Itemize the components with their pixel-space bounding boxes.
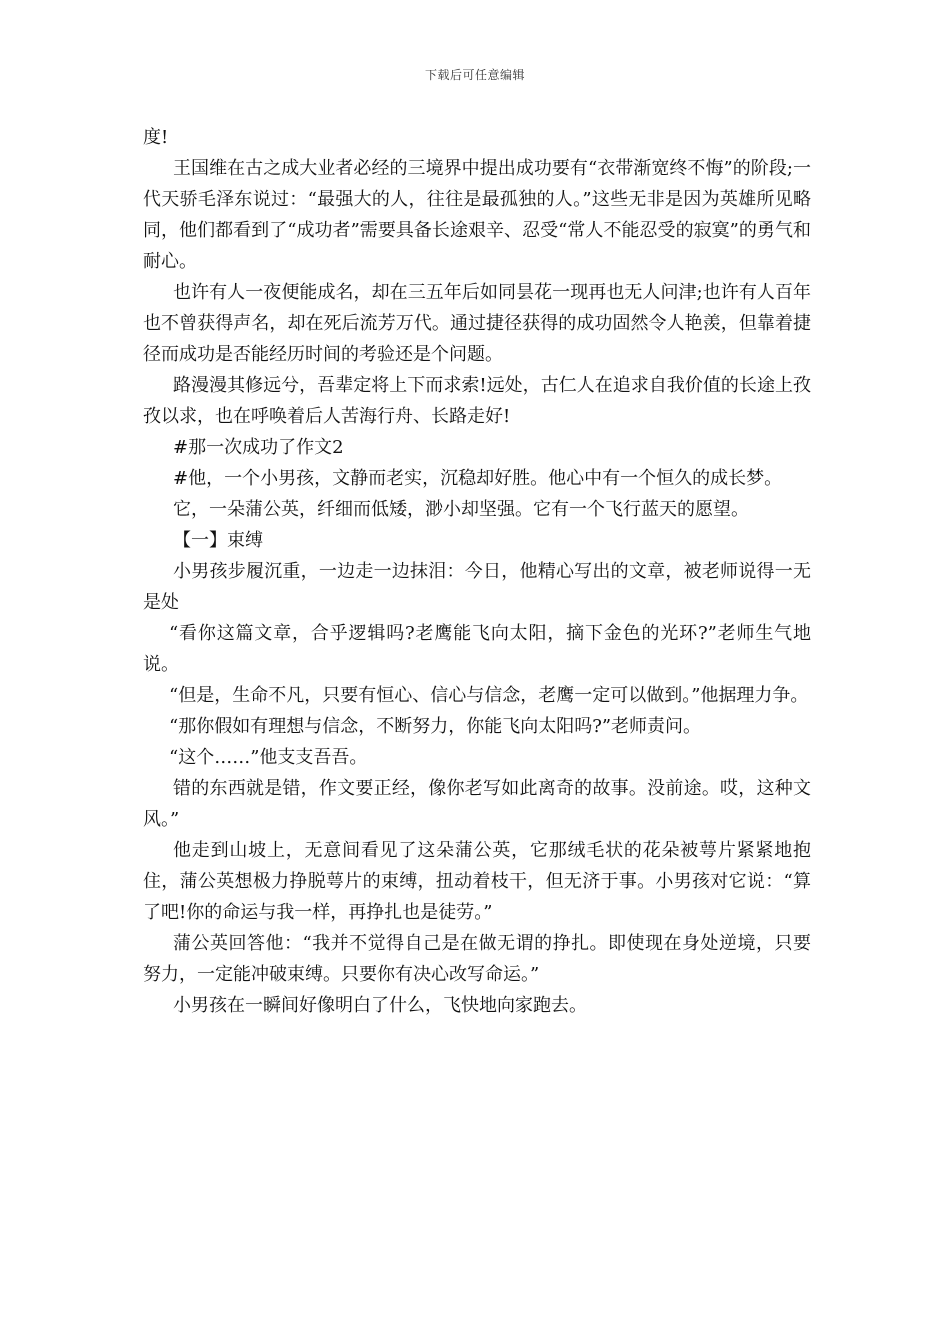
- paragraph-7: 它，一朵蒲公英，纤细而低矮，渺小却坚强。它有一个飞行蓝天的愿望。: [173, 499, 749, 520]
- paragraph-9: 小男孩步履沉重，一边走一边抹泪：今日，他精心写出的文章，被老师说得一无是处: [143, 561, 811, 613]
- section-heading-one: 【一】束缚: [173, 530, 263, 551]
- paragraph-1: 度!: [143, 127, 169, 148]
- paragraph-16: 蒲公英回答他：“我并不觉得自己是在做无谓的挣扎。即使现在身处逆境，只要努力，一定能冲破束缚。只要你有决心改写命运。”: [143, 933, 811, 985]
- document-body: [143, 122, 811, 1021]
- paragraph-3: 也许有人一夜便能成名，却在三五年后如同昙花一现再也无人问津;也许有人百年也不曾获得声名，却在死后流芳万代。通过捷径获得的成功固然令人艳羡，但靠着捷径而成功是否能经历时间的考验还是个问题。: [143, 282, 811, 365]
- paragraph-12: “那你假如有理想与信念，不断努力，你能飞向太阳吗?”老师责问。: [169, 716, 702, 737]
- paragraph-10: “看你这篇文章，合乎逻辑吗?老鹰能飞向太阳，摘下金色的光环?”老师生气地说。: [143, 623, 811, 675]
- paragraph-17: 小男孩在一瞬间好像明白了什么，飞快地向家跑去。: [173, 995, 587, 1016]
- paragraph-14: 错的东西就是错，作文要正经，像你老写如此离奇的故事。没前途。哎，这种文风。”: [143, 778, 811, 830]
- paragraph-4: 路漫漫其修远兮，吾辈定将上下而求索!远处，古仁人在追求自我价值的长途上孜孜以求，也在呼唤着后人苦海行舟、长路走好!: [143, 375, 811, 427]
- page-header: 下载后可任意编辑: [424, 68, 525, 82]
- paragraph-13: “这个……”他支支吾吾。: [169, 747, 368, 768]
- paragraph-6: #他，一个小男孩，文静而老实，沉稳却好胜。他心中有一个恒久的成长梦。: [173, 468, 783, 489]
- section-heading-essay-2: #那一次成功了作文2: [173, 437, 344, 458]
- paragraph-15: 他走到山坡上，无意间看见了这朵蒲公英，它那绒毛状的花朵被萼片紧紧地抱住，蒲公英想极力挣脱萼片的束缚，扭动着枝干，但无济于事。小男孩对它说：“算了吧!你的命运与我一样，再挣扎也是徒劳。”: [143, 840, 811, 923]
- paragraph-2: 王国维在古之成大业者必经的三境界中提出成功要有“衣带渐宽终不悔”的阶段;一代天骄毛泽东说过：“最强大的人，往往是最孤独的人。”这些无非是因为英雄所见略同，他们都看到了“成功者”需要具备长途艰辛、忍受“常人不能忍受的寂寞”的勇气和耐心。: [143, 158, 811, 272]
- paragraph-11: “但是，生命不凡，只要有恒心、信心与信念，老鹰一定可以做到。”他据理力争。: [169, 685, 809, 706]
